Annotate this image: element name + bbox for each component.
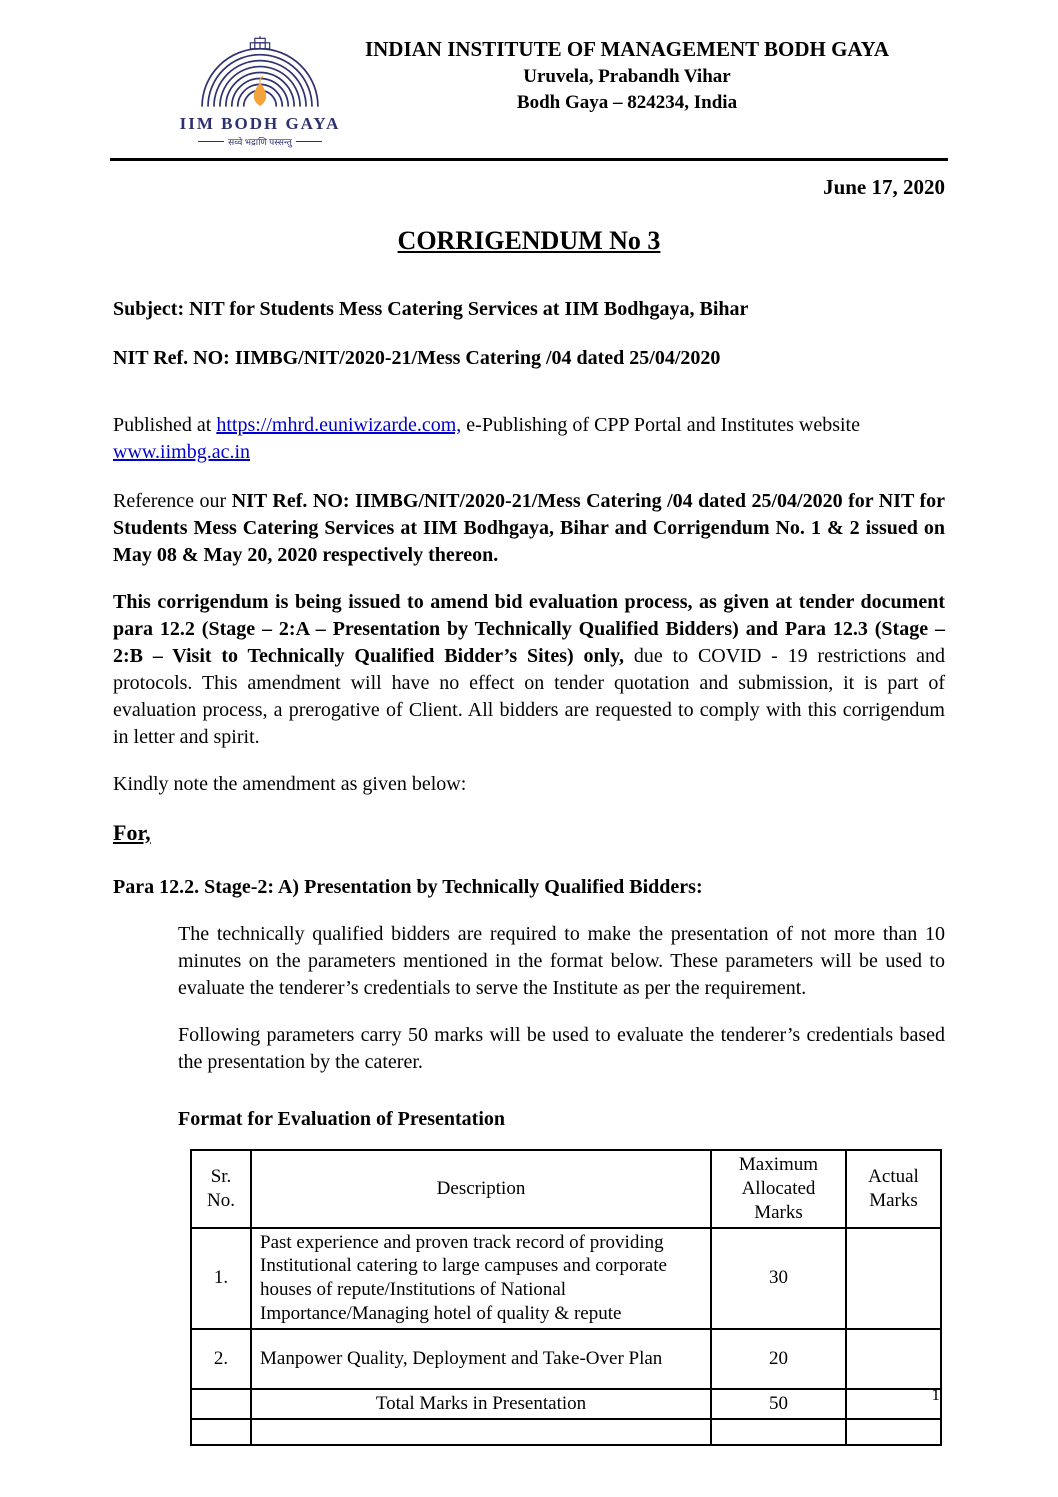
- col-header-actual-marks: Actual Marks: [846, 1150, 941, 1228]
- table-total-row: [191, 1389, 941, 1419]
- body-paragraph-2: Following parameters carry 50 marks will be used to evaluate the tenderer’s credentials based the presentation by the caterer.: [178, 1023, 945, 1073]
- stupa-arches-icon: [182, 35, 338, 113]
- empty-cell: [711, 1419, 846, 1445]
- motto-rule-right: [296, 141, 322, 142]
- total-row-sr-cell: [191, 1389, 251, 1419]
- empty-cell: [846, 1419, 941, 1445]
- institute-address-line2: Bodh Gaya – 824234, India: [516, 92, 738, 113]
- para-12-2-heading: Para 12.2. Stage-2: A) Presentation by Technically Qualified Bidders:: [113, 875, 703, 898]
- euniwizarde-link[interactable]: https://mhrd.euniwizarde.com,: [216, 414, 462, 436]
- col-header-max-marks: Maximum Allocated Marks: [711, 1150, 846, 1228]
- reference-paragraph: [113, 488, 945, 569]
- col-header-sr-no: Sr. No.: [191, 1150, 251, 1228]
- motto-text: सव्वे भद्राणि पस्सन्तु: [228, 137, 292, 147]
- table-empty-row: [191, 1419, 941, 1445]
- published-prefix: Published at: [113, 414, 217, 436]
- reference-bold-text: NIT Ref. NO: IIMBG/NIT/2020-21/Mess Catering /04 dated 25/04/2020 for NIT for Students Mess Catering Services at IIM Bodhgaya, Bihar and Corrigendum No. 1 & 2 issued on May 08 & May 20, 2020 respectively thereon.: [113, 490, 945, 566]
- letterhead: [113, 35, 945, 148]
- reference-regular-text: Reference our: [113, 490, 232, 512]
- amendment-bold-text: This corrigendum is being issued to amend bid evaluation process, as given at tender document para 12.2 (Stage – 2:A – Presentation by Technically Qualified Bidders) and Para 12.3 (Stage – 2:B – Visit to Technically Qualified Bidder’s Sites) only,: [113, 591, 945, 667]
- header-divider: [110, 158, 948, 161]
- amendment-paragraph: [113, 589, 945, 751]
- evaluation-table: [190, 1149, 942, 1446]
- document-title: CORRIGENDUM No 3: [397, 226, 661, 255]
- empty-cell: [191, 1419, 251, 1445]
- row1-description: Past experience and proven track record of providing Institutional catering to large campuses and corporate houses of repute/Institutions of National Importance/Managing hotel of quality & repute: [251, 1228, 711, 1329]
- page-number: 1: [931, 1385, 940, 1404]
- row2-max-marks: 20: [711, 1329, 846, 1389]
- institute-name: INDIAN INSTITUTE OF MANAGEMENT BODH GAYA: [364, 37, 890, 61]
- iimbg-website-link[interactable]: www.iimbg.ac.in: [113, 441, 251, 463]
- row2-actual-marks: [846, 1329, 941, 1389]
- table-heading: Format for Evaluation of Presentation: [178, 1107, 506, 1130]
- logo-wordmark: IIM BODH GAYA: [179, 114, 341, 133]
- nit-ref-line: NIT Ref. NO: IIMBG/NIT/2020-21/Mess Catering /04 dated 25/04/2020: [113, 347, 721, 369]
- col-header-description: Description: [251, 1150, 711, 1228]
- table-header-row: [191, 1150, 941, 1228]
- total-row-label: Total Marks in Presentation: [251, 1389, 711, 1419]
- table-row: [191, 1228, 941, 1329]
- body-paragraph-1: The technically qualified bidders are required to make the presentation of not more than 10 minutes on the parameters mentioned in the format below. These parameters will be used to evaluate the tenderer’s credentials to serve the Institute as per the requirement.: [178, 922, 945, 999]
- row2-sr-no: 2.: [191, 1329, 251, 1389]
- row1-max-marks: 30: [711, 1228, 846, 1329]
- table-row: [191, 1329, 941, 1389]
- subject-line: Subject: NIT for Students Mess Catering Services at IIM Bodhgaya, Bihar: [113, 298, 749, 320]
- motto-rule-left: [198, 141, 224, 142]
- row1-sr-no: 1.: [191, 1228, 251, 1329]
- bodhi-leaf-icon: [254, 83, 266, 106]
- for-heading: For,: [113, 820, 151, 845]
- published-middle: e-Publishing of CPP Portal and Institutes website: [461, 414, 860, 436]
- document-date: June 17, 2020: [823, 175, 945, 199]
- empty-cell: [251, 1419, 711, 1445]
- note-line: Kindly note the amendment as given below:: [113, 773, 467, 795]
- iimbg-logo: [165, 35, 355, 148]
- logo-motto: [165, 135, 355, 148]
- total-row-max-marks: 50: [711, 1389, 846, 1419]
- total-row-actual-marks: [846, 1389, 941, 1419]
- letterhead-text: [355, 35, 945, 114]
- row1-actual-marks: [846, 1228, 941, 1329]
- amendment-regular-text: due to COVID - 19 restrictions and protocols. This amendment will have no effect on tender quotation and submission, it is part of evaluation process, a prerogative of Client. All bidders are requested to comply with this corrigendum in letter and spirit.: [113, 645, 946, 748]
- institute-address-line1: Uruvela, Prabandh Vihar: [523, 66, 731, 87]
- row2-description: Manpower Quality, Deployment and Take-Over Plan: [251, 1329, 711, 1389]
- published-line: [113, 412, 945, 466]
